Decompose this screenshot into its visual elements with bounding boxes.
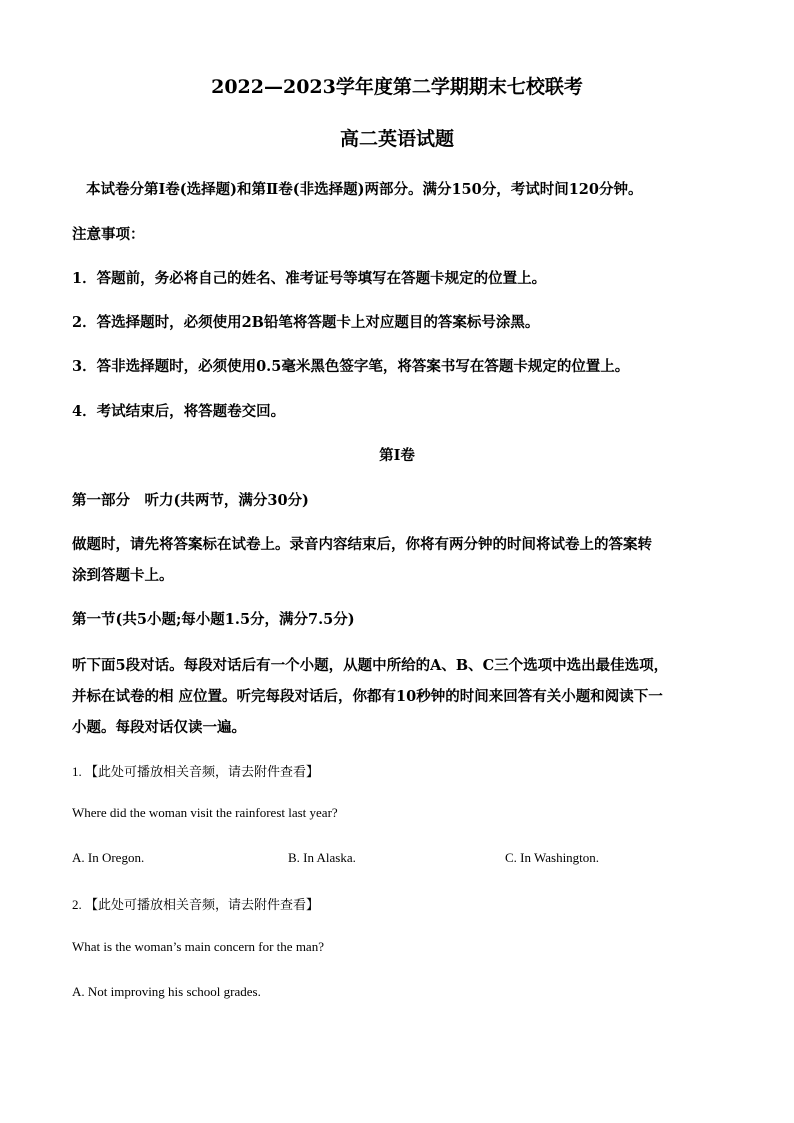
notice-item: 3．答非选择题时，必须使用0.5毫米黑色签字笔，将答案书写在答题卡规定的位置上。 bbox=[72, 358, 630, 375]
option-b: B. In Alaska. bbox=[288, 850, 356, 865]
section1-instructions: 并标在试卷的相 应位置。听完每段对话后，你都有10秒钟的时间来回答有关小题和阅读下一 bbox=[72, 688, 663, 705]
audio-note: 1. 【此处可播放相关音频，请去附件查看】 bbox=[72, 764, 320, 779]
part1-instructions: 做题时，请先将答案标在试卷上。录音内容结束后，你将有两分钟的时间将试卷上的答案转 bbox=[72, 536, 652, 553]
option-a: A. Not improving his school grades. bbox=[72, 984, 261, 999]
option-c: C. In Washington. bbox=[505, 850, 600, 865]
part1-instructions: 涂到答题卡上。 bbox=[72, 567, 174, 584]
audio-note: 2. 【此处可播放相关音频，请去附件查看】 bbox=[72, 897, 320, 912]
section1-instructions: 小题。每段对话仅读一遍。 bbox=[72, 719, 246, 736]
notice-item: 2．答选择题时，必须使用2B铅笔将答题卡上对应题目的答案标号涂黑。 bbox=[72, 314, 540, 331]
volume-title: 第I卷 bbox=[379, 447, 415, 464]
notice-heading: 注意事项： bbox=[72, 226, 145, 243]
section1-heading: 第一节(共5小题;每小题1.5分，满分7.5分) bbox=[72, 611, 355, 628]
exam-subtitle: 高二英语试题 bbox=[339, 128, 454, 150]
option-a: A. In Oregon. bbox=[72, 850, 145, 865]
notice-item: 4．考试结束后，将答题卷交回。 bbox=[72, 403, 286, 420]
section1-instructions: 听下面5段对话。每段对话后有一个小题，从题中所给的A、B、C三个选项中选出最佳选项， bbox=[72, 657, 669, 674]
intro-text: 本试卷分第Ⅰ卷(选择题)和第Ⅱ卷(非选择题)两部分。满分150分，考试时间120分钟。 bbox=[86, 181, 643, 198]
question-stem: Where did the woman visit the rainforest last year? bbox=[72, 805, 338, 820]
exam-title: 2022—2023学年度第二学期期末七校联考 bbox=[211, 76, 583, 98]
question-stem: What is the woman’s main concern for the man? bbox=[72, 939, 324, 954]
notice-item: 1．答题前，务必将自己的姓名、准考证号等填写在答题卡规定的位置上。 bbox=[72, 270, 547, 287]
part1-heading: 第一部分 听力(共两节，满分30分) bbox=[72, 492, 309, 509]
